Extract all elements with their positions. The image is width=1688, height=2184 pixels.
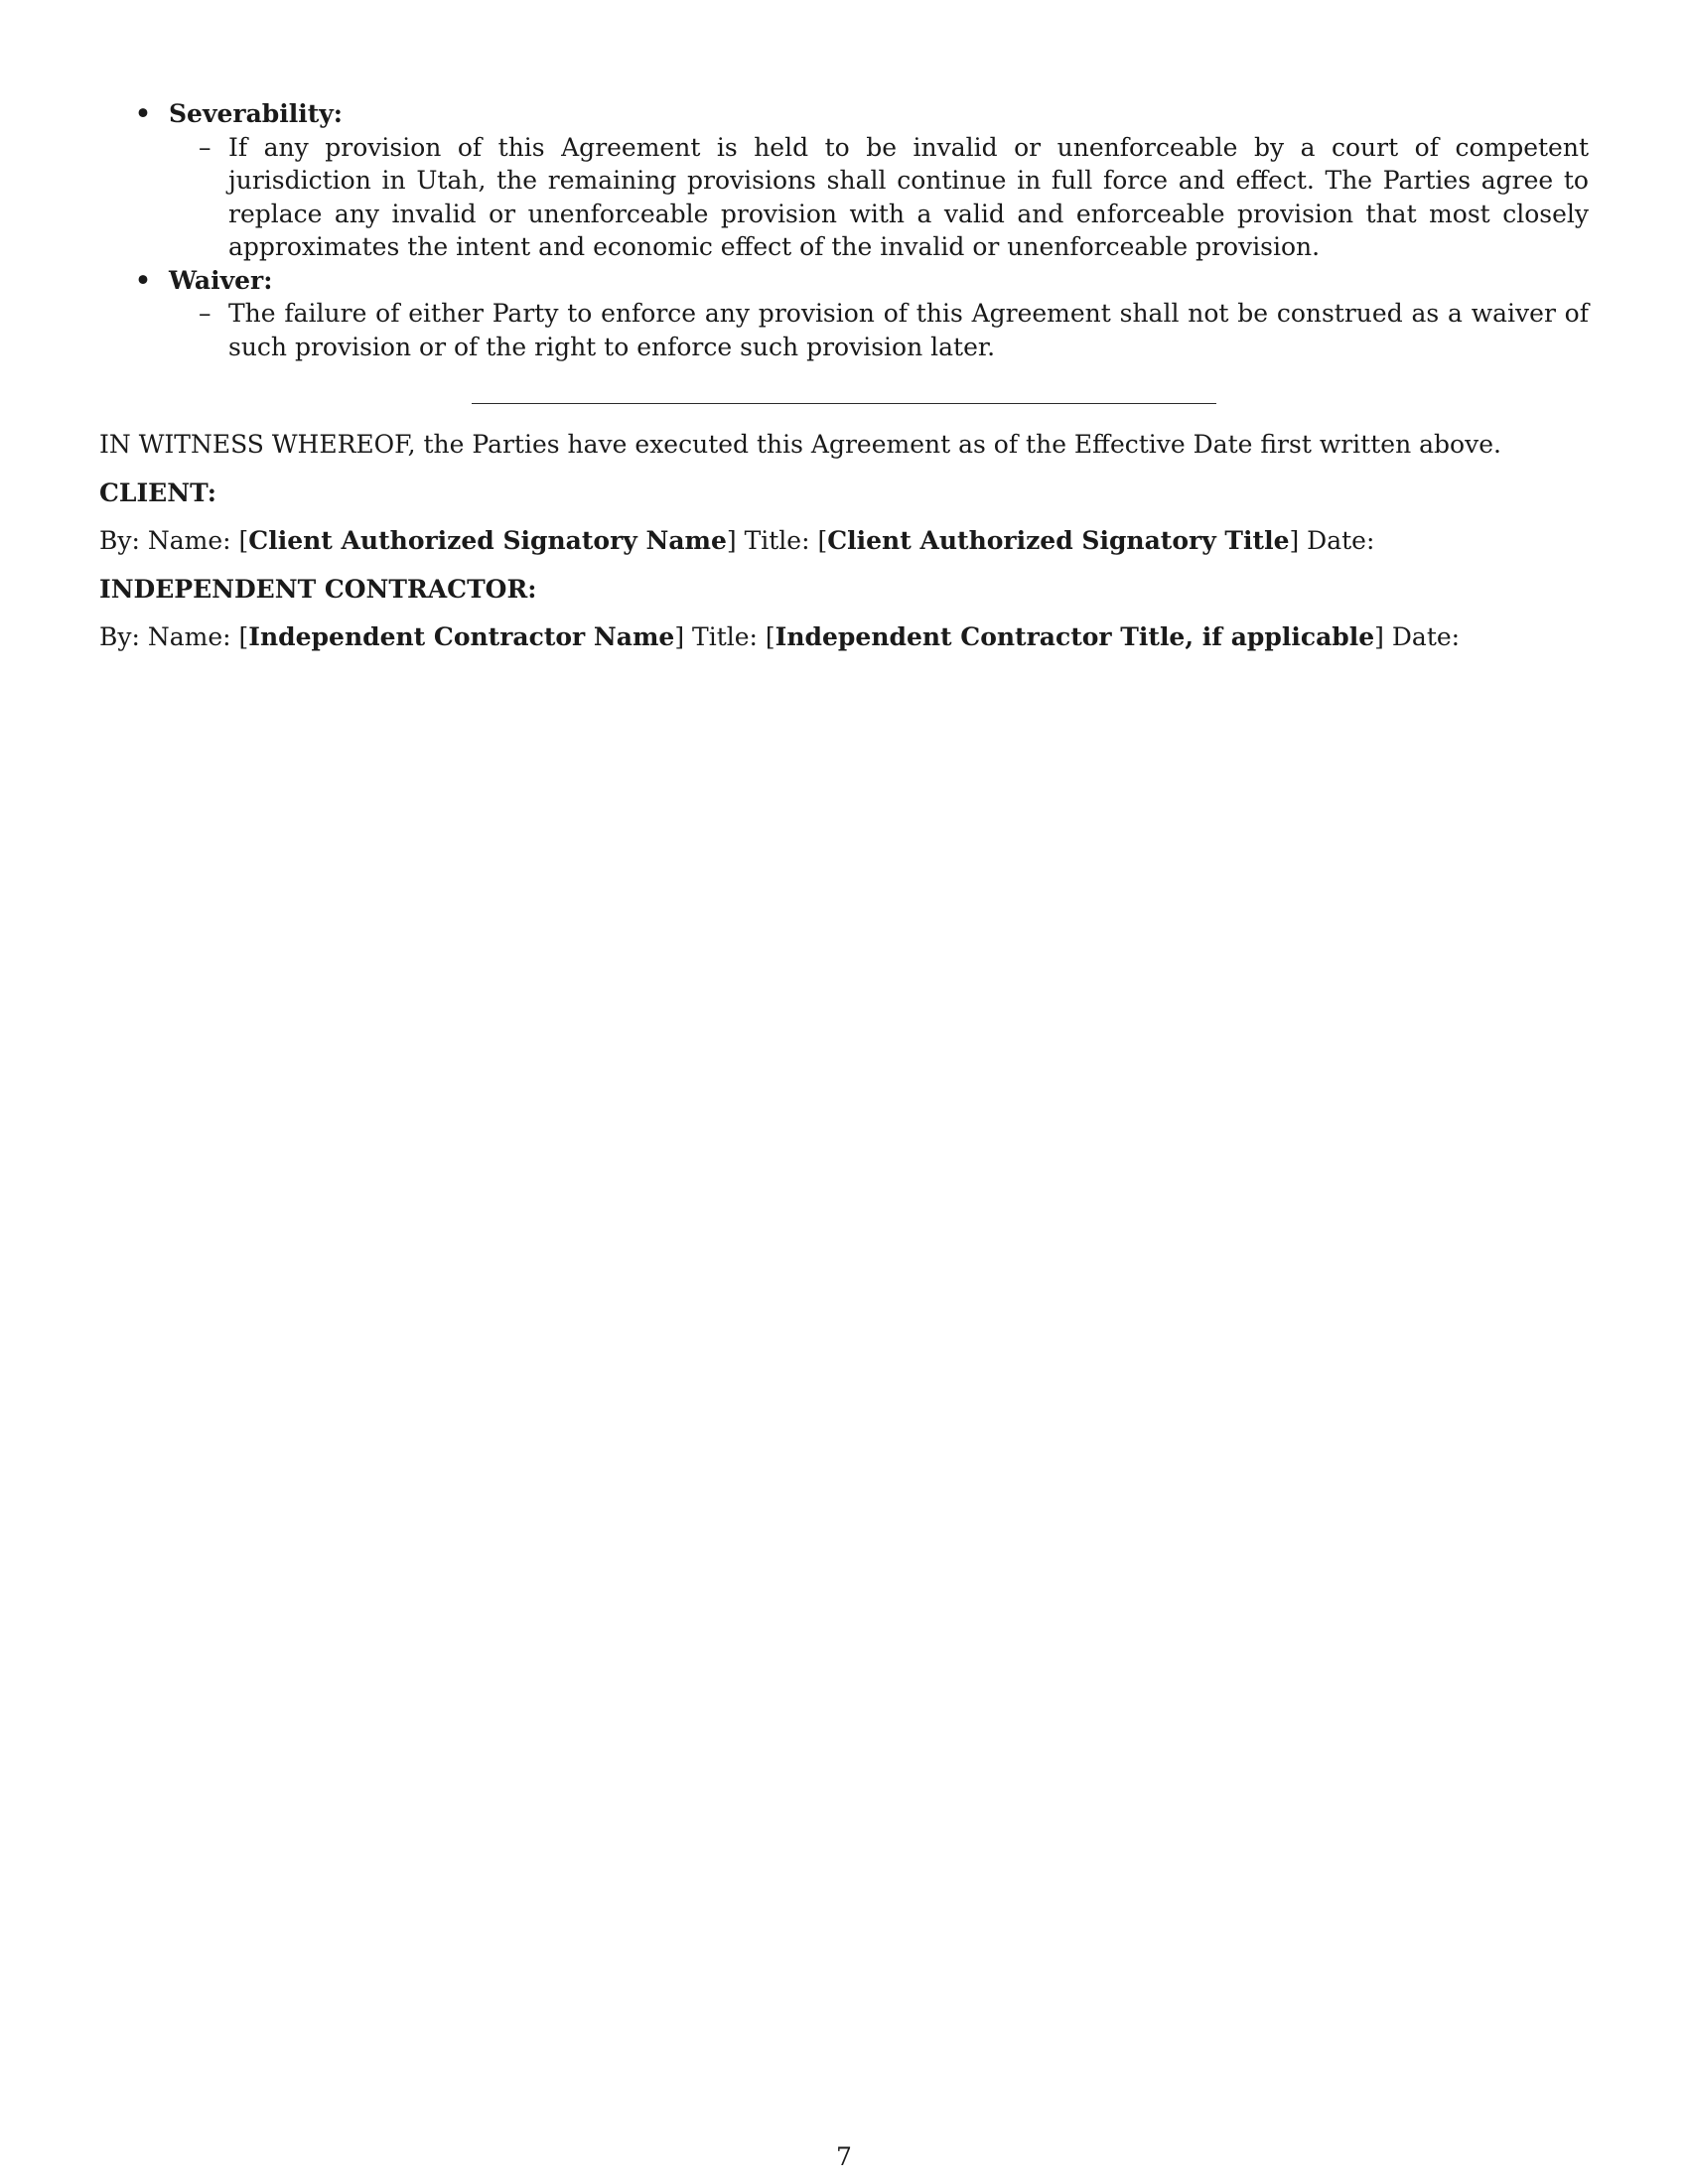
contractor-heading: INDEPENDENT CONTRACTOR: [99, 574, 537, 604]
witness-statement: IN WITNESS WHEREOF, the Parties have executed this Agreement as of the Effective Date first written above. [99, 430, 1501, 459]
clause-text: The failure of either Party to enforce any provision of this Agreement shall not be construed as a waiver of such provision or of the right to enforce such provision later. [228, 299, 1589, 361]
clause-sub-item [199, 131, 1589, 264]
client-heading: CLIENT: [99, 478, 217, 507]
page-content [99, 97, 1589, 654]
name-label: Name: [147, 622, 231, 651]
contractor-signature-line: By: Name: [Independent Contractor Name] Title: [Independent Contractor Title, if applicable] Date: [99, 622, 1461, 651]
client-name-placeholder: Client Authorized Signatory Name [248, 526, 727, 555]
by-label: By: [99, 622, 140, 651]
bullet-icon: • [135, 265, 151, 295]
clause-severability [99, 97, 1589, 264]
contractor-name-placeholder: Independent Contractor Name [248, 622, 675, 651]
clause-heading: Waiver: [169, 265, 273, 295]
date-label: Date: [1391, 622, 1461, 651]
section-divider [472, 403, 1216, 404]
client-title-placeholder: Client Authorized Signatory Title [827, 526, 1290, 555]
client-signature-line: By: Name: [Client Authorized Signatory Name] Title: [Client Authorized Signatory Title] Date: [99, 526, 1375, 555]
clause-text: If any provision of this Agreement is held to be invalid or unenforceable by a court of competent jurisdiction in Utah, the remaining provisions shall continue in full force and effect. The Parties agree to replace any invalid or unenforceable provision with a valid and enforceable provision that most closely approximates the intent and economic effect of the invalid or unenforceable provision. [228, 132, 1589, 261]
name-label: Name: [147, 526, 231, 555]
page-number: 7 [836, 2142, 852, 2171]
by-label: By: [99, 526, 140, 555]
clause-heading: Severability: [169, 99, 344, 128]
title-label: Title: [744, 526, 810, 555]
clause-sub-item [199, 297, 1589, 363]
contractor-title-placeholder: Independent Contractor Title, if applicable [774, 622, 1375, 651]
title-label: Title: [692, 622, 758, 651]
date-label: Date: [1307, 526, 1375, 555]
dash-icon: – [199, 132, 211, 162]
clause-waiver [99, 264, 1589, 364]
bullet-icon: • [135, 99, 151, 128]
dash-icon: – [199, 299, 211, 328]
